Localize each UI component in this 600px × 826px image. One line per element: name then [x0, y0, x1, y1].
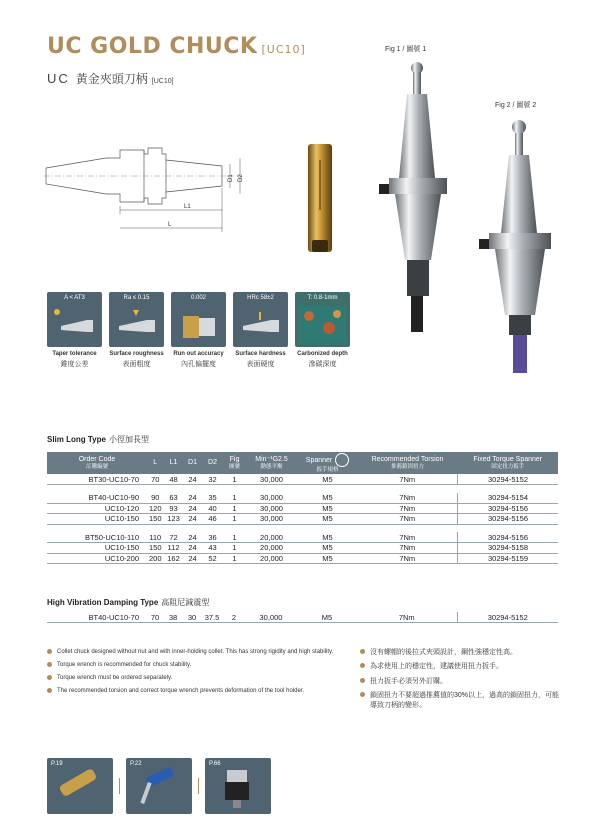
d1-label: D1 — [228, 174, 234, 182]
cell-d2: 43 — [202, 543, 224, 554]
cell-d1: 30 — [183, 612, 201, 623]
technical-drawing — [44, 140, 254, 240]
feature-surface-roughness: Ra ≤ 0.15 Surface roughness 表面粗度 — [109, 292, 164, 369]
cell-l1: 72 — [164, 532, 184, 543]
col-spanner: Spanner 扳手規格 — [298, 452, 358, 474]
feature-surface-hardness: HRc 58±2 Surface hardness 表面硬度 — [233, 292, 288, 369]
section-slim-long-type: Slim Long Type 小徑加長型 — [47, 435, 149, 444]
page-subtitle: UC 黃金夾頭刀柄 [UC10] — [47, 71, 174, 86]
cell-fig: 1 — [224, 474, 246, 485]
cell-d1: 24 — [184, 553, 202, 564]
table-header-row — [47, 452, 558, 474]
col-balance: Min⁻¹G2.5 動態平衡 — [246, 452, 298, 474]
spec-table-damping — [47, 612, 558, 623]
tool-holder-fig1-image — [375, 60, 460, 335]
col-fig: Fig 圖號 — [224, 452, 246, 474]
cell-torsion: 7Nm — [358, 503, 458, 514]
cell-rpm: 20,000 — [246, 532, 298, 543]
col-fixed-torque: Fixed Torque Spanner 固定扭力扳手 — [458, 452, 558, 474]
feature-icons-row — [47, 292, 350, 369]
note-item: Torque wrench must be ordered separately. — [47, 674, 357, 682]
cell-code: UC10-120 — [47, 503, 147, 514]
tool-holder-fig2-image — [475, 115, 565, 375]
cell-code: BT40-UC10-70 — [47, 612, 147, 623]
cell-l: 110 — [147, 532, 164, 543]
note-item: 扭力扳手必須另外訂購。 — [360, 677, 560, 686]
cell-fig: 1 — [224, 553, 246, 564]
l-label: L — [168, 222, 172, 228]
cell-spanner: M5 — [298, 503, 358, 514]
taper-tolerance-icon: A < AT3 — [47, 292, 102, 347]
cell-spanner: M5 — [298, 532, 358, 543]
cell-code: BT40-UC10-90 — [47, 493, 147, 504]
cell-fixed: 30294-5152 — [458, 474, 558, 485]
cell-code: BT50-UC10-110 — [47, 532, 147, 543]
cell-torsion: 7Nm — [358, 493, 458, 504]
cell-rpm: 30,000 — [246, 474, 298, 485]
note-item: The recommended torsion and correct torque wrench prevents deformation of the tool holder. — [47, 687, 357, 695]
accessory-collet[interactable]: P.19 — [47, 758, 113, 814]
cell-l1: 123 — [164, 514, 184, 525]
cell-d2: 36 — [202, 532, 224, 543]
col-torsion: Recommended Torsion 推薦鎖固扭力 — [358, 452, 458, 474]
table-row — [47, 474, 558, 485]
col-order-code: Order Code 訂購編號 — [47, 452, 147, 474]
cell-l: 70 — [147, 474, 164, 485]
cell-l: 120 — [149, 503, 162, 513]
cell-fig: 1 — [224, 532, 246, 543]
cell-fixed: 30294-5154 — [458, 493, 558, 504]
cell-spanner: M5 — [298, 514, 358, 525]
cell-l1: 48 — [164, 474, 184, 485]
accessory-pull-stud[interactable]: P.66 — [205, 758, 271, 814]
accessory-divider — [119, 778, 120, 794]
note-item: Torque wrench is recommended for chuck stability. — [47, 661, 357, 669]
cell-l1: 38 — [163, 612, 183, 623]
cell-l1: 93 — [164, 503, 184, 514]
torque-wrench-icon — [126, 758, 192, 814]
cell-d1: 24 — [184, 543, 202, 554]
col-d1: D1 — [184, 452, 202, 474]
cell-d1: 24 — [184, 503, 202, 514]
notes-english — [47, 648, 357, 700]
cell-fixed: 30294-5156 — [458, 532, 558, 543]
cell-fig: 1 — [224, 543, 246, 554]
cell-l1: 162 — [164, 553, 184, 564]
l1-label: L1 — [184, 204, 191, 210]
cell-d1: 24 — [184, 493, 202, 504]
table-row — [47, 532, 558, 543]
cell-l: 200 — [149, 553, 162, 563]
table-row — [47, 553, 558, 564]
cell-fig: 2 — [223, 612, 245, 623]
d2-label: D2 — [238, 174, 244, 182]
cell-spanner: M5 — [298, 493, 358, 504]
cell-d2: 37.5 — [201, 612, 223, 623]
cell-d2: 40 — [202, 503, 224, 514]
cell-d2: 52 — [202, 553, 224, 564]
cell-l: 70 — [147, 612, 163, 623]
cell-fixed: 30294-5159 — [458, 553, 558, 564]
cell-torsion: 7Nm — [358, 553, 458, 564]
accessories-row — [47, 758, 271, 814]
table-group-gap — [47, 485, 558, 493]
cell-spanner: M5 — [298, 474, 358, 485]
gold-collet-icon — [47, 758, 113, 814]
cell-torsion: 7Nm — [358, 474, 458, 485]
table-row — [47, 493, 558, 504]
accessory-torque-wrench[interactable]: P.22 — [126, 758, 192, 814]
spec-table-slim-long — [47, 452, 558, 564]
fig2-label: Fig 2 / 圖號 2 — [495, 102, 537, 109]
cell-fig: 1 — [224, 493, 246, 504]
surface-roughness-icon: Ra ≤ 0.15 — [109, 292, 164, 347]
cell-spanner: M5 — [297, 612, 357, 623]
feature-carbonized-depth: T: 0.8-1mm Carbonized depth 滲碳深度 — [295, 292, 350, 369]
cell-d1: 24 — [184, 474, 202, 485]
cell-l: 150 — [149, 514, 162, 524]
cell-fig: 1 — [224, 503, 246, 514]
col-d2: D2 — [202, 452, 224, 474]
cell-fixed: 30294-5158 — [458, 543, 558, 554]
cell-d1: 24 — [184, 514, 202, 525]
cell-code: UC10-200 — [47, 553, 147, 564]
cell-d2: 32 — [202, 474, 224, 485]
cell-d1: 24 — [184, 532, 202, 543]
cell-spanner: M5 — [298, 543, 358, 554]
note-item: 鎖固扭力不要超過推薦值的30%以上，過高的鎖固扭力，可能導致刀柄的變形。 — [360, 691, 560, 710]
table-row — [47, 543, 558, 554]
cell-l: 90 — [147, 493, 164, 504]
cell-torsion: 7Nm — [357, 612, 457, 623]
fig1-label: Fig 1 / 圖號 1 — [385, 46, 427, 53]
note-item: 為求使用上的穩定性，建議使用扭力扳手。 — [360, 662, 560, 671]
cell-fixed: 30294-5156 — [458, 503, 558, 514]
run-out-accuracy-icon: 0.002 — [171, 292, 226, 347]
cell-l: 150 — [149, 543, 162, 553]
cell-rpm: 20,000 — [246, 553, 298, 564]
section-high-vibration-damping: High Vibration Damping Type 高阻尼減震型 — [47, 598, 210, 607]
cell-l1: 63 — [164, 493, 184, 504]
carbonized-depth-icon: T: 0.8-1mm — [295, 292, 350, 347]
cell-code: UC10-150 — [47, 543, 147, 554]
cell-d2: 46 — [202, 514, 224, 525]
page-title: UC GOLD CHUCK [UC10] — [47, 34, 306, 59]
surface-hardness-icon: HRc 58±2 — [233, 292, 288, 347]
cell-torsion: 7Nm — [358, 543, 458, 554]
cell-d2: 35 — [202, 493, 224, 504]
cell-spanner: M5 — [298, 553, 358, 564]
cell-torsion: 7Nm — [358, 532, 458, 543]
gold-collet-image — [300, 140, 340, 260]
feature-taper-tolerance: A < AT3 Taper tolerance 錐度公差 — [47, 292, 102, 369]
cell-fixed: 30294-5152 — [457, 612, 558, 623]
cell-rpm: 20,000 — [246, 543, 298, 554]
cell-rpm: 30,000 — [246, 493, 298, 504]
cell-fig: 1 — [224, 514, 246, 525]
table-row — [47, 514, 558, 525]
table-row — [47, 612, 558, 623]
cell-code: BT30-UC10-70 — [47, 474, 147, 485]
cell-rpm: 30,000 — [245, 612, 297, 623]
note-item: Collet chuck designed without nut and with inner-holding collet. This has strong rigidity and high stability. — [47, 648, 357, 656]
table-row — [47, 503, 558, 514]
col-l1: L1 — [164, 452, 184, 474]
note-item: 沒有螺帽的後拉式夾頭設計，鋼性強穩定性高。 — [360, 648, 560, 657]
table-group-gap — [47, 524, 558, 532]
cell-fixed: 30294-5156 — [458, 514, 558, 525]
col-l: L — [147, 452, 164, 474]
spanner-ring-icon — [335, 453, 349, 467]
cell-rpm: 30,000 — [246, 503, 298, 514]
notes-chinese — [360, 648, 560, 715]
accessory-divider — [198, 778, 199, 794]
pull-stud-icon — [205, 758, 271, 814]
cell-torsion: 7Nm — [358, 514, 458, 525]
feature-run-out-accuracy: 0.002 Run out accuracy 內孔偏擺度 — [171, 292, 226, 369]
cell-rpm: 30,000 — [246, 514, 298, 525]
cell-l1: 112 — [164, 543, 184, 554]
cell-code: UC10-150 — [47, 514, 147, 525]
